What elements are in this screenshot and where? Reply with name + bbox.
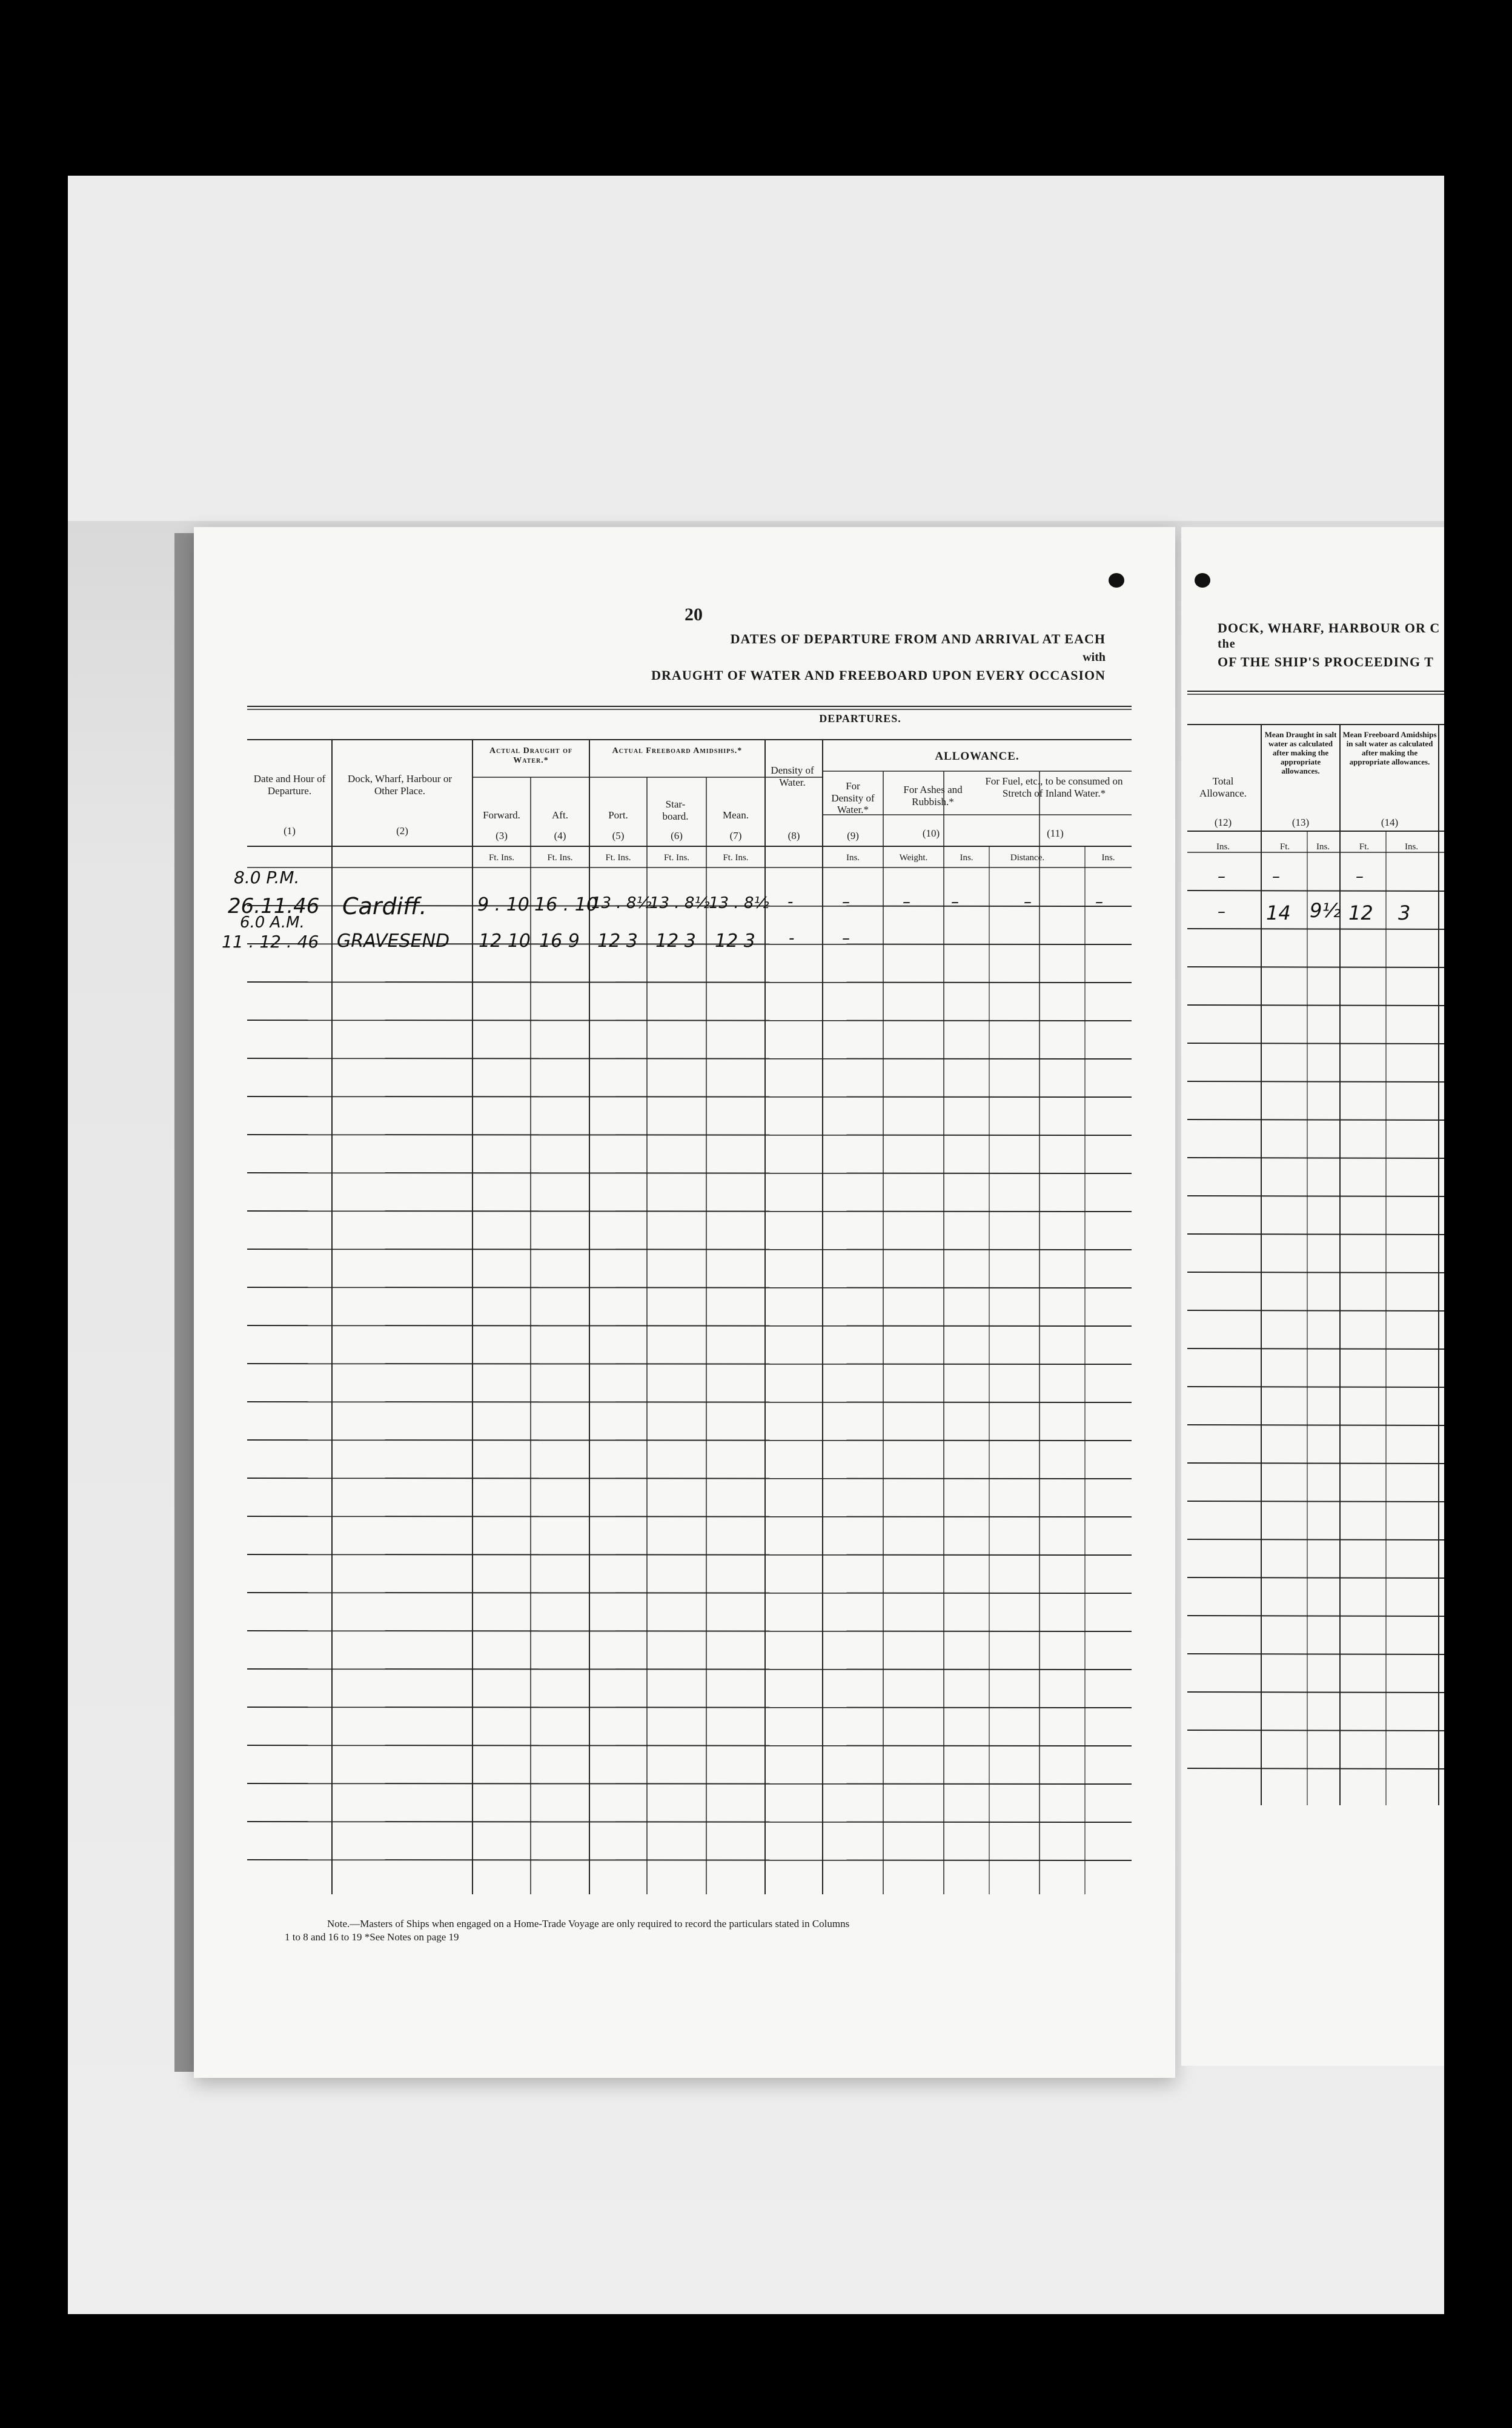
right-page xyxy=(1181,527,1444,2066)
row1-density-allowance: – xyxy=(842,893,850,911)
row2-starboard: 12 3 xyxy=(655,930,696,952)
log-table-grid xyxy=(247,706,1132,1894)
col-14-num: (14) xyxy=(1381,817,1399,828)
row1-place: Cardiff. xyxy=(342,893,427,920)
row2-place: GRAVESEND xyxy=(337,930,450,952)
row1-time: 8.0 P.M. xyxy=(234,867,300,887)
col-7-label: Mean. xyxy=(723,809,749,821)
unit-fuel-distance: Distance. xyxy=(1010,853,1045,863)
col-6-num: (6) xyxy=(671,830,683,841)
row1-forward: 9 . 10 xyxy=(477,894,529,915)
row1-density: - xyxy=(788,893,794,911)
row1-port: 13 . 8½ xyxy=(591,894,652,912)
row2-mean: 12 3 xyxy=(715,930,755,952)
col-14-unit-ins: Ins. xyxy=(1404,842,1419,852)
unit-ash-weight: Weight. xyxy=(899,853,928,863)
col-12-num: (12) xyxy=(1214,817,1232,828)
col-9-num: (9) xyxy=(847,830,859,841)
footnote-line-1: Note.—Masters of Ships when engaged on a Home-Trade Voyage are only required to record the particulars stated in Columns xyxy=(327,1918,850,1929)
r-row1-draught-ft: – xyxy=(1272,867,1280,886)
col-1-num: (1) xyxy=(284,825,296,837)
col-10-label: For Ashes and Rubbish.* xyxy=(903,784,963,808)
unit-port: Ft. Ins. xyxy=(605,853,631,863)
col-2-num: (2) xyxy=(396,825,408,837)
unit-mean: Ft. Ins. xyxy=(723,853,749,863)
r-row2-draught-in: 9½ xyxy=(1310,899,1341,922)
page-number: 20 xyxy=(685,605,703,625)
col-4-num: (4) xyxy=(554,830,566,841)
col-4-label: Aft. xyxy=(552,809,568,821)
left-page xyxy=(194,527,1175,2078)
departures-label: DEPARTURES. xyxy=(819,712,901,725)
right-table-grid xyxy=(1187,691,1444,1805)
unit-fwd: Ft. Ins. xyxy=(488,853,515,863)
group-actual-draught: Actual Draught of Water.* xyxy=(489,746,572,766)
col-13-num: (13) xyxy=(1292,817,1310,828)
row1-mean: 13 . 8½ xyxy=(709,894,769,912)
col-13-unit-ins: Ins. xyxy=(1316,842,1330,852)
col-1-label: Date and Hour of Departure. xyxy=(253,773,326,797)
header-line-1: DATES OF DEPARTURE FROM AND ARRIVAL AT EACH xyxy=(730,631,1106,646)
col-6-label: Star-board. xyxy=(662,798,689,822)
col-12-label: Total Allowance. xyxy=(1199,775,1247,799)
row2-forward: 12 10 xyxy=(479,930,531,952)
col-9-label: For Density of Water.* xyxy=(831,780,875,816)
unit-fuel-ins: Ins. xyxy=(1101,853,1115,863)
col-3-num: (3) xyxy=(496,830,508,841)
col-14-label: Mean Freeboard Amidships in salt water as calculated after making the appropriate allowances. xyxy=(1342,730,1437,766)
book-spine-edge xyxy=(174,533,195,2072)
group-actual-freeboard: Actual Freeboard Amidships.* xyxy=(612,746,743,755)
unit-aft: Ft. Ins. xyxy=(547,853,573,863)
punch-hole xyxy=(1195,573,1210,588)
row1-date: 26.11.46 xyxy=(228,894,320,918)
row2-density-allowance: – xyxy=(842,929,850,947)
col-11-label: For Fuel, etc., to be consumed on Stretch of Inland Water.* xyxy=(985,775,1123,799)
r-row2-free-ft: 12 xyxy=(1348,901,1373,924)
punch-hole xyxy=(1109,573,1124,588)
r-row1-total: – xyxy=(1218,867,1225,886)
row1-fuel-ins: – xyxy=(1095,893,1103,911)
col-8-label: Density of Water. xyxy=(771,765,814,788)
r-row2-total: – xyxy=(1218,903,1225,921)
row2-time: 6.0 A.M. xyxy=(240,914,305,932)
col-5-num: (5) xyxy=(612,830,625,841)
right-header-the: the xyxy=(1218,637,1236,651)
row1-fuel-distance: – xyxy=(1024,893,1032,911)
unit-dens-allow: Ins. xyxy=(846,853,860,863)
col-13-unit-ft: Ft. xyxy=(1279,842,1290,852)
row1-ash-ins: – xyxy=(951,893,959,911)
header-with: with xyxy=(1083,651,1106,664)
right-header-line-2: OF THE SHIP'S PROCEEDING T xyxy=(1218,654,1434,669)
col-11-num: (11) xyxy=(1047,828,1064,839)
footnote xyxy=(285,1917,1193,1944)
unit-ash-ins: Ins. xyxy=(960,853,973,863)
allowance-label: ALLOWANCE. xyxy=(935,750,1020,763)
row1-ash-weight: – xyxy=(903,893,910,911)
row2-aft: 16 9 xyxy=(539,930,580,952)
row2-date: 11 . 12 . 46 xyxy=(222,932,319,952)
col-7-num: (7) xyxy=(729,830,742,841)
col-14-unit-ft: Ft. xyxy=(1359,842,1370,852)
col-8-num: (8) xyxy=(788,830,800,841)
header-line-2: DRAUGHT OF WATER AND FREEBOARD UPON EVERY OCCASION xyxy=(651,668,1106,683)
row1-aft: 16 . 10 xyxy=(534,894,598,915)
footnote-line-2: 1 to 8 and 16 to 19 *See Notes on page 19 xyxy=(285,1931,459,1943)
col-2-label: Dock, Wharf, Harbour or Other Place. xyxy=(348,773,452,797)
row2-density: - xyxy=(789,929,795,947)
col-5-label: Port. xyxy=(608,809,628,821)
col-12-unit: Ins. xyxy=(1216,842,1230,852)
r-row2-free-in: 3 xyxy=(1398,901,1411,924)
col-10-num: (10) xyxy=(922,828,940,839)
r-row1-free-ft: – xyxy=(1356,867,1364,886)
row1-starboard: 13 . 8½ xyxy=(649,894,710,912)
unit-stbd: Ft. Ins. xyxy=(663,853,690,863)
r-row2-draught-ft: 14 xyxy=(1266,901,1291,924)
col-13-label: Mean Draught in salt water as calculated after making the appropriate allowances. xyxy=(1264,730,1337,775)
right-header-line-1: DOCK, WHARF, HARBOUR OR C xyxy=(1218,620,1441,635)
row2-port: 12 3 xyxy=(597,930,638,952)
col-3-label: Forward. xyxy=(483,809,520,821)
